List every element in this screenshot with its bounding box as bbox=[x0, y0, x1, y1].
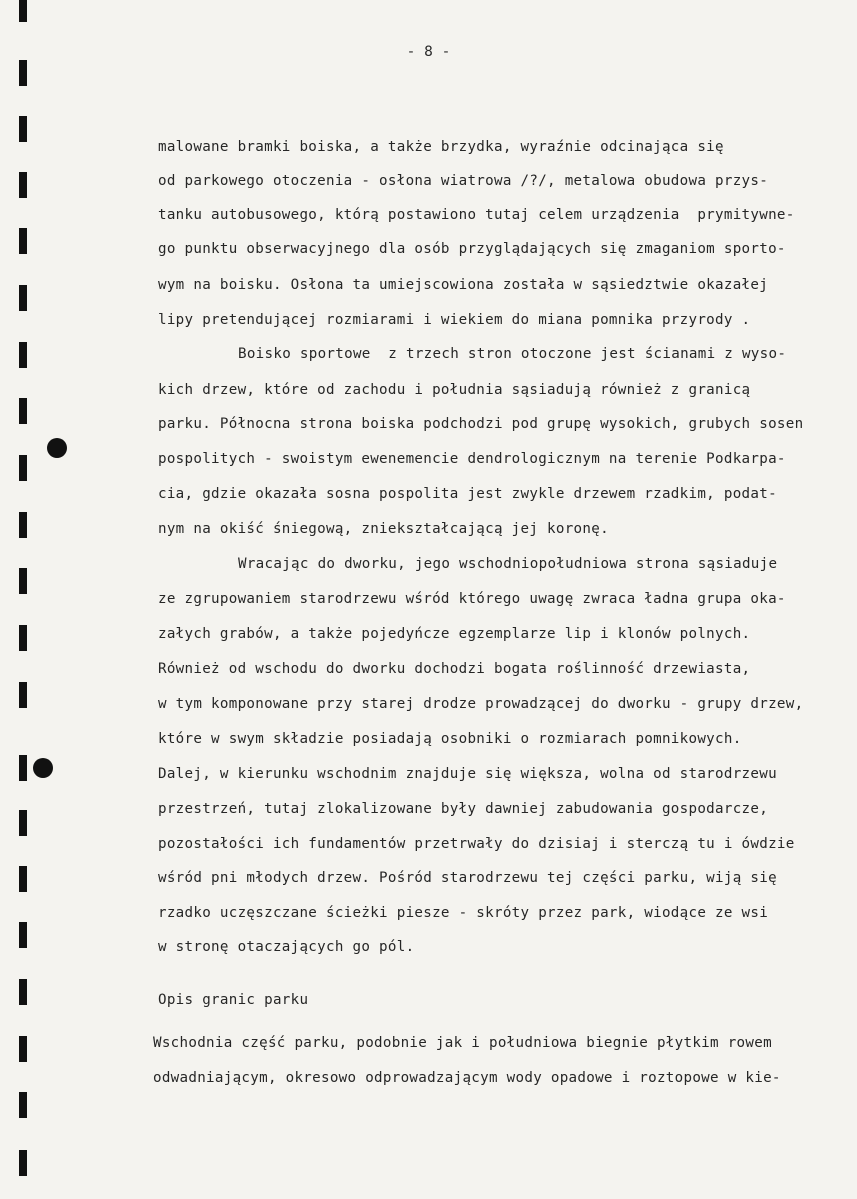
text-line: Wschodnia część parku, podobnie jak i południowa biegnie płytkim rowem bbox=[153, 1035, 772, 1051]
section-heading: Opis granic parku bbox=[158, 992, 309, 1008]
binding-mark bbox=[19, 285, 27, 311]
binding-mark bbox=[19, 625, 27, 651]
text-line: Wracając do dworku, jego wschodniopołudniowa strona sąsiaduje bbox=[238, 556, 778, 572]
punch-hole bbox=[47, 438, 67, 458]
text-line: Boisko sportowe z trzech stron otoczone jest ścianami z wyso- bbox=[238, 346, 787, 362]
binding-mark bbox=[19, 0, 27, 22]
text-line: go punktu obserwacyjnego dla osób przyglądających się zmaganiom sporto- bbox=[158, 241, 786, 257]
page-number: - 8 - bbox=[406, 44, 451, 60]
binding-mark bbox=[19, 1092, 27, 1118]
text-line: wśród pni młodych drzew. Pośród starodrzewu tej części parku, wiją się bbox=[158, 870, 777, 886]
text-line: pospolitych - swoistym ewenemencie dendrologicznym na terenie Podkarpa- bbox=[158, 451, 786, 467]
text-line: rzadko uczęszczane ścieżki piesze - skróty przez park, wiodące ze wsi bbox=[158, 905, 769, 921]
binding-mark bbox=[19, 172, 27, 198]
binding-mark bbox=[19, 922, 27, 948]
binding-mark bbox=[19, 755, 27, 781]
text-line: wym na boisku. Osłona ta umiejscowiona została w sąsiedztwie okazałej bbox=[158, 277, 769, 293]
binding-mark bbox=[19, 979, 27, 1005]
binding-mark bbox=[19, 682, 27, 708]
text-line: nym na okiść śniegową, zniekształcającą jej koronę. bbox=[158, 521, 609, 537]
text-line: lipy pretendującej rozmiarami i wiekiem do miana pomnika przyrody . bbox=[158, 312, 751, 328]
text-line: załych grabów, a także pojedyńcze egzemplarze lip i klonów polnych. bbox=[158, 626, 751, 642]
text-line: pozostałości ich fundamentów przetrwały do dzisiaj i sterczą tu i ówdzie bbox=[158, 836, 795, 852]
binding-mark bbox=[19, 342, 27, 368]
binding-mark bbox=[19, 568, 27, 594]
text-line: malowane bramki boiska, a także brzydka, wyraźnie odcinająca się bbox=[158, 139, 724, 155]
binding-mark bbox=[19, 810, 27, 836]
binding-mark bbox=[19, 116, 27, 142]
binding-mark bbox=[19, 60, 27, 86]
binding-mark bbox=[19, 398, 27, 424]
binding-mark bbox=[19, 455, 27, 481]
text-line: przestrzeń, tutaj zlokalizowane były dawniej zabudowania gospodarcze, bbox=[158, 801, 769, 817]
binding-mark bbox=[19, 1150, 27, 1176]
text-line: cia, gdzie okazała sosna pospolita jest zwykle drzewem rzadkim, podat- bbox=[158, 486, 777, 502]
text-line: Również od wschodu do dworku dochodzi bogata roślinność drzewiasta, bbox=[158, 661, 751, 677]
binding-mark bbox=[19, 512, 27, 538]
text-line: odwadniającym, okresowo odprowadzającym wody opadowe i roztopowe w kie- bbox=[153, 1070, 781, 1086]
text-line: kich drzew, które od zachodu i południa sąsiadują również z granicą bbox=[158, 382, 751, 398]
punch-hole bbox=[33, 758, 53, 778]
text-line: tanku autobusowego, którą postawiono tutaj celem urządzenia prymitywne- bbox=[158, 207, 795, 223]
text-line: w stronę otaczających go pól. bbox=[158, 939, 415, 955]
text-line: parku. Północna strona boiska podchodzi pod grupę wysokich, grubych sosen bbox=[158, 416, 804, 432]
text-line: które w swym składzie posiadają osobniki o rozmiarach pomnikowych. bbox=[158, 731, 742, 747]
text-line: od parkowego otoczenia - osłona wiatrowa /?/, metalowa obudowa przys- bbox=[158, 173, 769, 189]
text-line: Dalej, w kierunku wschodnim znajduje się większa, wolna od starodrzewu bbox=[158, 766, 777, 782]
text-line: w tym komponowane przy starej drodze prowadzącej do dworku - grupy drzew, bbox=[158, 696, 804, 712]
binding-mark bbox=[19, 228, 27, 254]
binding-mark bbox=[19, 866, 27, 892]
text-line: ze zgrupowaniem starodrzewu wśród którego uwagę zwraca ładna grupa oka- bbox=[158, 591, 786, 607]
binding-mark bbox=[19, 1036, 27, 1062]
